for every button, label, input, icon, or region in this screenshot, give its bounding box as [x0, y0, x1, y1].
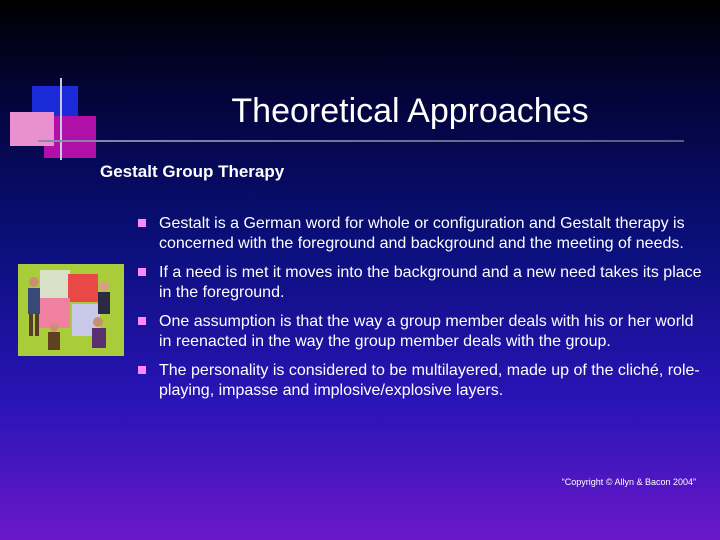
bullet-text: If a need is met it moves into the background and a new need takes its place in the foreground. — [159, 264, 702, 301]
logo-vertical-line — [60, 78, 62, 160]
bullet-item — [136, 312, 702, 352]
bullet-item — [136, 361, 702, 401]
decorative-squares-logo — [0, 0, 110, 170]
bullet-text: One assumption is that the way a group member deals with his or her world in reenacted in the way the group member deals with the group. — [159, 313, 694, 350]
bullet-item — [136, 263, 702, 303]
bullet-text: Gestalt is a German word for whole or configuration and Gestalt therapy is concerned with the foreground and background and the meeting of needs. — [159, 215, 685, 252]
bullet-text: The personality is considered to be multilayered, made up of the cliché, role-playing, impasse and implosive/explosive layers. — [159, 362, 700, 399]
slide-subtitle: Gestalt Group Therapy — [100, 162, 285, 181]
copyright-notice: “Copyright © Allyn & Bacon 2004” — [561, 477, 696, 487]
title-divider — [38, 140, 684, 142]
slide-title: Theoretical Approaches — [231, 92, 589, 130]
square-bullet-icon — [138, 366, 146, 374]
square-bullet-icon — [138, 317, 146, 325]
puzzle-people-illustration — [18, 264, 124, 356]
bullet-list — [136, 214, 702, 410]
square-bullet-icon — [138, 268, 146, 276]
bullet-item — [136, 214, 702, 254]
square-bullet-icon — [138, 219, 146, 227]
